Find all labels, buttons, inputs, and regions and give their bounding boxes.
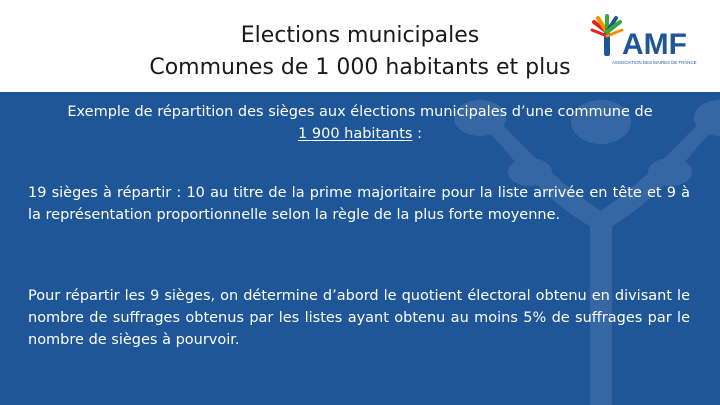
paragraph-quotient: Pour répartir les 9 sièges, on détermine d’abord le quotient électoral obtenu en divisant le nombre de suffrages obtenus par les listes ayant obtenu au moins 5% de suffrages par le nombre de sièges à pourvoir. <box>28 288 690 348</box>
logo-tagline: ASSOCIATION DES MAIRES DE FRANCE <box>612 60 697 65</box>
lead-line-1: Exemple de répartition des sièges aux élections municipales d’une commune de <box>67 104 653 120</box>
slide-title <box>70 20 650 84</box>
logo-text: AMF <box>622 28 687 61</box>
lead-line-2 <box>30 123 690 145</box>
lead-underlined-text: 1 900 habitants <box>298 126 413 142</box>
amf-emblem-icon <box>592 16 622 56</box>
lead-suffix: : <box>412 126 422 142</box>
content-panel <box>0 92 720 405</box>
title-line-2: Communes de 1 000 habitants et plus <box>149 55 571 80</box>
slide-header <box>0 0 720 92</box>
paragraph-seats: 19 sièges à répartir : 10 au titre de la prime majoritaire pour la liste arrivée en tête et 9 à la représentation proportionnelle selon la règle de la plus forte moyenne. <box>28 185 690 223</box>
lead-text <box>30 101 690 145</box>
amf-logo <box>588 14 708 66</box>
title-line-1: Elections municipales <box>240 23 480 48</box>
